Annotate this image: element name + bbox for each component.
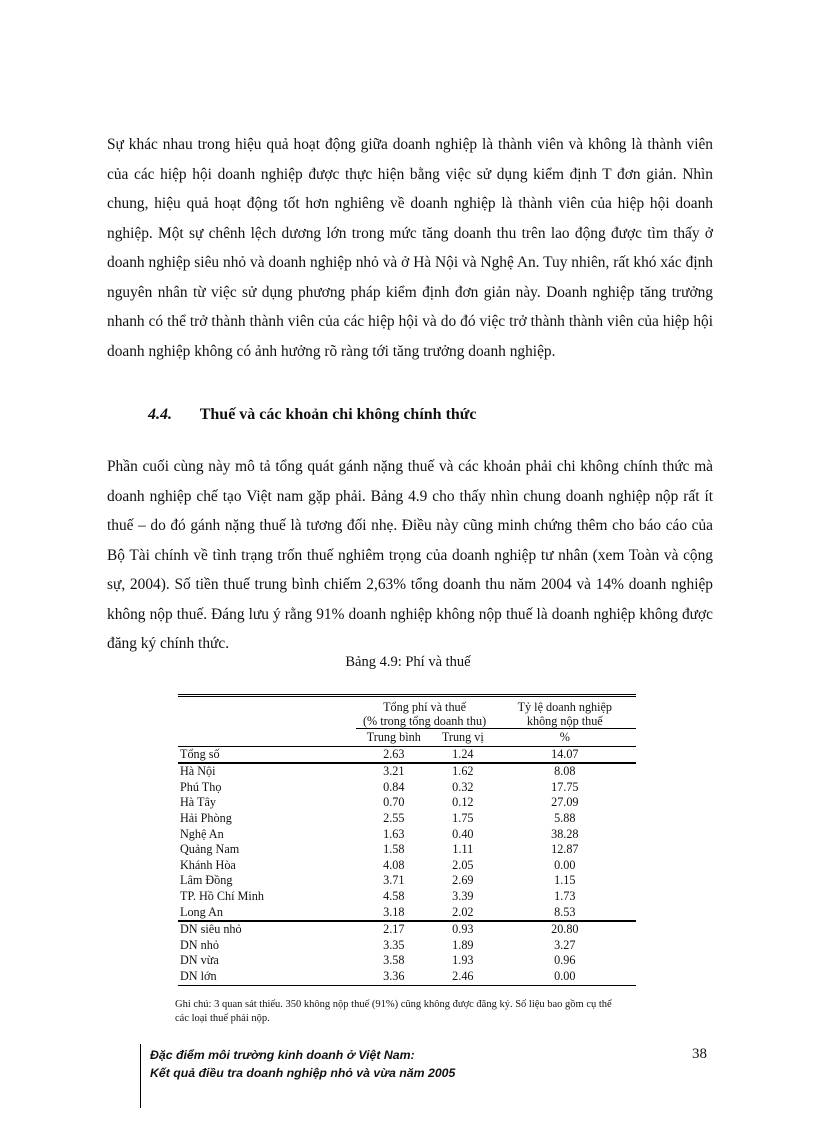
- cell-mean: 2.63: [356, 746, 433, 763]
- table-row: [178, 780, 636, 796]
- header-nontax-line1: Tỷ lệ doanh nghiệp: [517, 700, 613, 714]
- table-row: [178, 921, 636, 938]
- section-title: Thuế và các khoản chi không chính thức: [199, 406, 477, 423]
- section-number: 4.4.: [148, 406, 172, 423]
- cell-mean: 0.84: [383, 779, 405, 794]
- cell-percent: 1.73: [554, 888, 576, 903]
- row-label: DN nhỏ: [180, 937, 219, 952]
- table-row: [178, 858, 636, 874]
- row-label: Phú Thọ: [180, 779, 222, 794]
- table-row: [178, 953, 636, 969]
- row-label: Hải Phòng: [180, 810, 232, 825]
- cell-percent: 38.28: [551, 826, 579, 841]
- cell-mean: 1.58: [383, 842, 405, 857]
- cell-median: 1.89: [452, 937, 474, 952]
- table-row: [178, 746, 636, 763]
- footer-line-1: Đặc điểm môi trường kinh doanh ở Việt Nam:: [150, 1048, 415, 1062]
- header-empty-cell: [178, 696, 356, 729]
- header-nontax-line2: không nộp thuế: [526, 714, 603, 728]
- cell-median: 0.93: [432, 921, 494, 938]
- table-row: [178, 763, 636, 780]
- cell-mean: 3.21: [356, 763, 433, 780]
- cell-mean: 3.35: [383, 937, 405, 952]
- cell-median: 2.46: [432, 969, 494, 985]
- row-label: Long An: [180, 904, 223, 919]
- cell-mean: 4.58: [383, 888, 405, 903]
- table-caption: Bảng 4.9: Phí và thuế: [345, 654, 471, 670]
- row-label: Khánh Hòa: [180, 857, 236, 872]
- cell-median: 1.75: [452, 810, 474, 825]
- cell-percent: 0.96: [554, 953, 576, 968]
- row-label: Hà Tây: [180, 795, 216, 810]
- table-note: Ghi chú: 3 quan sát thiếu. 350 không nộp thuế (91%) cũng không được đăng ký. Số liệu bao gồm cụ thể các loại thuế phải nộp.: [175, 999, 612, 1024]
- cell-mean: 3.18: [383, 904, 405, 919]
- cell-mean: 3.71: [383, 873, 405, 888]
- cell-mean: 0.70: [383, 795, 405, 810]
- cell-median: 2.69: [452, 873, 474, 888]
- cell-percent: 8.08: [494, 763, 636, 780]
- table-row: [178, 795, 636, 811]
- row-label: DN lớn: [178, 969, 356, 985]
- cell-percent: 14.07: [494, 746, 636, 763]
- subheader-percent: %: [494, 729, 636, 747]
- row-label: TP. Hồ Chí Minh: [180, 888, 264, 903]
- cell-median: 0.40: [452, 826, 474, 841]
- subheader-mean: Trung bình: [356, 729, 433, 747]
- cell-mean: 2.55: [383, 810, 405, 825]
- cell-percent: 0.00: [494, 969, 636, 985]
- table-row: [178, 811, 636, 827]
- footer-line-2: Kết quả điều tra doanh nghiệp nhỏ và vừa năm 2005: [150, 1066, 456, 1080]
- subheader-empty-cell: [178, 729, 356, 747]
- row-label: DN siêu nhỏ: [178, 921, 356, 938]
- subheader-median: Trung vị: [432, 729, 494, 747]
- cell-percent: 12.87: [551, 842, 579, 857]
- section-heading: [148, 406, 477, 424]
- row-label: Nghệ An: [180, 826, 224, 841]
- cell-percent: 0.00: [554, 857, 576, 872]
- table-row: [178, 905, 636, 922]
- cell-median: 2.05: [452, 857, 474, 872]
- page-number: 38: [692, 1046, 707, 1062]
- cell-median: 2.02: [452, 904, 474, 919]
- table-row: [178, 938, 636, 954]
- table-row: [178, 842, 636, 858]
- table-body: [178, 746, 636, 985]
- cell-median: 1.11: [452, 842, 474, 857]
- cell-median: 1.62: [432, 763, 494, 780]
- cell-median: 0.32: [452, 779, 474, 794]
- cell-median: 0.12: [452, 795, 474, 810]
- cell-percent: 3.27: [554, 937, 576, 952]
- row-label: Quảng Nam: [180, 842, 240, 857]
- row-label: Lâm Đồng: [180, 873, 233, 888]
- body-paragraph-1: Sự khác nhau trong hiệu quả hoạt động giữa doanh nghiệp là thành viên và không là thành viên của các hiệp hội doanh nghiệp được thực hiện bằng việc sử dụng kiểm định T đơn giản. Nhìn chung, hiệu quả hoạt động tốt hơn nghiêng về doanh nghiệp là thành viên của hiệp hội doanh nghiệp. Một sự chênh lệch dương lớn trong mức tăng doanh thu trên lao động được tìm thấy ở doanh nghiệp siêu nhỏ và doanh nghiệp nhỏ và ở Hà Nội và Nghệ An. Tuy nhiên, rất khó xác định nguyên nhân từ việc sử dụng phương pháp kiểm định đơn giản này. Doanh nghiệp tăng trưởng nhanh có thể trở thành thành viên của các hiệp hội và do đó việc trở thành thành viên của hiệp hội doanh nghiệp không có ảnh hưởng rõ ràng tới tăng trưởng doanh nghiệp.: [107, 136, 713, 360]
- footer-vertical-rule: [140, 1044, 141, 1108]
- cell-percent: 1.15: [554, 873, 576, 888]
- cell-median: 3.39: [452, 888, 474, 903]
- row-label: Hà Nội: [178, 763, 356, 780]
- body-paragraph-2: Phần cuối cùng này mô tả tổng quát gánh nặng thuế và các khoản phải chi không chính thức mà doanh nghiệp chế tạo Việt nam gặp phải. Bảng 4.9 cho thấy nhìn chung doanh nghiệp nộp rất ít thuế – do đó gánh nặng thuế là tương đối nhẹ. Điều này cũng minh chứng thêm cho báo cáo của Bộ Tài chính về tình trạng trốn thuế nghiêm trọng của doanh nghiệp tư nhân (xem Toàn và cộng sự, 2004). Số tiền thuế trung bình chiếm 2,63% tổng doanh thu năm 2004 và 14% doanh nghiệp không nộp thuế. Đáng lưu ý rằng 91% doanh nghiệp không nộp thuế là doanh nghiệp không được đăng ký chính thức.: [107, 458, 713, 652]
- cell-mean: 3.36: [356, 969, 433, 985]
- row-label: Tổng số: [178, 746, 356, 763]
- header-fees-line1: Tổng phí và thuế: [383, 700, 467, 714]
- cell-percent: 8.53: [554, 904, 576, 919]
- cell-percent: 17.75: [551, 779, 579, 794]
- header-group-nontax: [494, 696, 636, 729]
- cell-mean: 4.08: [383, 857, 405, 872]
- cell-percent: 20.80: [494, 921, 636, 938]
- table-row: [178, 889, 636, 905]
- table-row: [178, 873, 636, 889]
- cell-mean: 3.58: [383, 953, 405, 968]
- cell-median: 1.93: [452, 953, 474, 968]
- header-group-fees: [356, 696, 494, 729]
- table-row: [178, 827, 636, 843]
- cell-mean: 2.17: [356, 921, 433, 938]
- footer-title: [150, 1046, 455, 1082]
- cell-median: 1.24: [432, 746, 494, 763]
- tax-table: [178, 694, 636, 986]
- row-label: DN vừa: [180, 953, 219, 968]
- table-row: [178, 969, 636, 985]
- cell-percent: 5.88: [554, 810, 576, 825]
- header-fees-line2: (% trong tổng doanh thu): [362, 714, 487, 728]
- cell-mean: 1.63: [383, 826, 405, 841]
- cell-percent: 27.09: [551, 795, 579, 810]
